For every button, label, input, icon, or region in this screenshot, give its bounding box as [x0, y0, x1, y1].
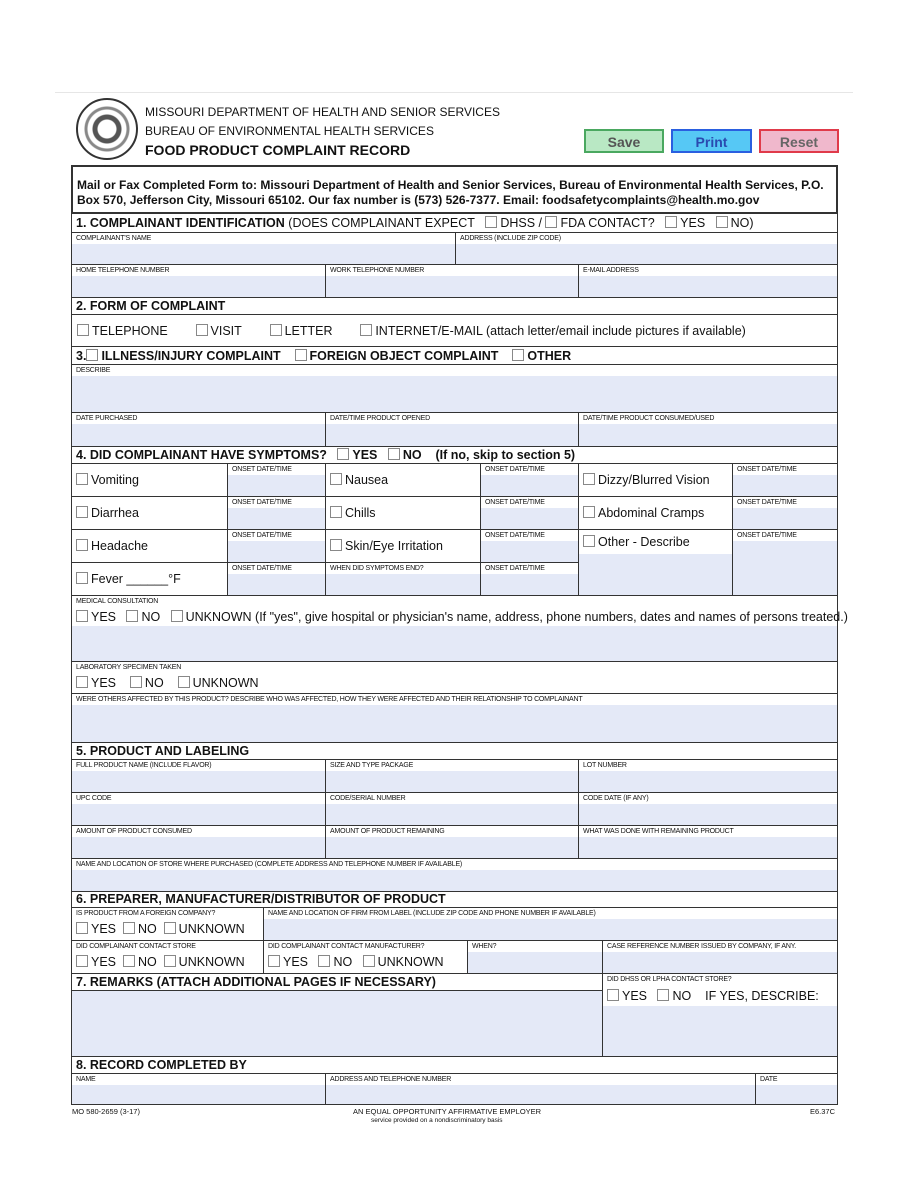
yes-label: YES: [91, 610, 117, 624]
no-label: NO): [730, 216, 754, 230]
section-title: 4. DID COMPLAINANT HAVE SYMPTOMS?: [76, 448, 327, 462]
field-label: WERE OTHERS AFFECTED BY THIS PRODUCT? DESCRIBE WHO WAS AFFECTED, HOW THEY WERE AFFECTED AND THEIR RELATIONSHIP TO COMPLAINANT: [76, 696, 583, 703]
medical-yes-checkbox[interactable]: [76, 610, 88, 622]
illness-checkbox[interactable]: [86, 349, 98, 361]
store-field[interactable]: [71, 858, 838, 892]
letter-checkbox[interactable]: [270, 324, 282, 336]
completed-by-name-field[interactable]: [71, 1073, 326, 1105]
symptom-label: Dizzy/Blurred Vision: [598, 473, 710, 487]
field-label: DID COMPLAINANT CONTACT STORE: [76, 943, 196, 950]
section-6-header: 6. PREPARER, MANUFACTURER/DISTRIBUTOR OF PRODUCT: [71, 891, 838, 908]
field-label: ADDRESS (INCLUDE ZIP CODE): [460, 235, 561, 242]
symptom-label: Fever ______°F: [91, 572, 181, 586]
date-purchased-field[interactable]: [71, 412, 326, 447]
no-label: NO: [141, 610, 161, 624]
no-label: NO: [333, 955, 353, 969]
field-label: DESCRIBE: [76, 367, 111, 374]
field-label: ONSET DATE/TIME: [485, 565, 545, 572]
field-label: DATE PURCHASED: [76, 415, 138, 422]
field-label: ONSET DATE/TIME: [737, 532, 797, 539]
field-label: ONSET DATE/TIME: [232, 565, 292, 572]
field-label: LOT NUMBER: [583, 762, 627, 769]
symptoms-no-checkbox[interactable]: [388, 448, 400, 460]
cramps-checkbox[interactable]: [583, 506, 595, 518]
no-label: NO: [137, 955, 157, 969]
foreign-unknown-checkbox[interactable]: [164, 922, 176, 934]
onset-field[interactable]: [227, 562, 326, 596]
field-label: ONSET DATE/TIME: [232, 466, 292, 473]
field-label: SIZE AND TYPE PACKAGE: [330, 762, 414, 769]
medical-consultation-field[interactable]: [71, 595, 848, 662]
fda-checkbox[interactable]: [545, 216, 557, 228]
symptom-vomiting: [71, 463, 228, 497]
symptom-other[interactable]: [578, 529, 733, 596]
symptom-label: Headache: [91, 539, 148, 553]
symptom-dizzy: [578, 463, 733, 497]
mail-line-1: Mail or Fax Completed Form to: Missouri Department of Health and Senior Services, Bureau of Environmental Health Services, P.O.: [77, 178, 824, 192]
section-title: 1. COMPLAINANT IDENTIFICATION: [76, 216, 285, 230]
foreign-company-field: [71, 907, 264, 941]
other-symptom-checkbox[interactable]: [583, 535, 595, 547]
service-statement: service provided on a nondiscriminatory basis: [371, 1117, 503, 1124]
field-label: ONSET DATE/TIME: [485, 499, 545, 506]
code-date-field[interactable]: [578, 792, 838, 826]
divider: [55, 92, 853, 93]
no-label: NO: [144, 676, 164, 690]
option-label: FOREIGN OBJECT COMPLAINT: [309, 349, 499, 363]
section-2-header: 2. FORM OF COMPLAINT: [71, 297, 838, 315]
option-label: ILLNESS/INJURY COMPLAINT: [101, 349, 281, 363]
section-1-header: [71, 213, 838, 233]
completed-by-address-field[interactable]: [325, 1073, 756, 1105]
field-label: ONSET DATE/TIME: [232, 532, 292, 539]
unknown-label: UNKNOWN: [178, 922, 245, 936]
yes-label: YES: [91, 676, 117, 690]
yes-label: YES: [283, 955, 309, 969]
symptom-label: Vomiting: [91, 473, 139, 487]
field-label: FULL PRODUCT NAME (INCLUDE FLAVOR): [76, 762, 212, 769]
dhss-checkbox[interactable]: [485, 216, 497, 228]
field-label: CODE/SERIAL NUMBER: [330, 795, 406, 802]
section-5-header: 5. PRODUCT AND LABELING: [71, 742, 838, 760]
bureau-name: BUREAU OF ENVIRONMENTAL HEALTH SERVICES: [145, 124, 434, 138]
symptoms-end-field[interactable]: [325, 562, 481, 596]
onset-field[interactable]: [732, 463, 838, 497]
foreign-yes-checkbox[interactable]: [76, 922, 88, 934]
mail-instructions: [71, 165, 838, 213]
dhss-no-checkbox[interactable]: [657, 989, 669, 1001]
home-phone-field[interactable]: [71, 264, 326, 298]
firm-field[interactable]: [263, 907, 838, 941]
section-number: 3.: [76, 349, 87, 363]
dhss-label: DHSS /: [500, 216, 542, 230]
symptom-label: Diarrhea: [91, 506, 139, 520]
mail-line-2: Box 570, Jefferson City, Missouri 65102. Our fax number is (573) 526-7377. Email: foodsafetycomplaints@health.mo.gov: [77, 193, 760, 207]
field-label: DID COMPLAINANT CONTACT MANUFACTURER?: [268, 943, 425, 950]
unknown-label: UNKNOWN: [178, 955, 245, 969]
eoe-statement: AN EQUAL OPPORTUNITY AFFIRMATIVE EMPLOYER: [353, 1107, 542, 1116]
onset-field[interactable]: [480, 529, 579, 563]
contact-store-field: [71, 940, 264, 974]
complainant-name-field[interactable]: [71, 232, 456, 265]
field-label: ONSET DATE/TIME: [737, 466, 797, 473]
symptom-cramps: [578, 496, 733, 530]
field-label: DID DHSS OR LPHA CONTACT STORE?: [607, 976, 732, 983]
symptom-nausea: [325, 463, 481, 497]
completed-date-field[interactable]: [755, 1073, 838, 1105]
describe-field[interactable]: [71, 364, 838, 413]
vomiting-checkbox[interactable]: [76, 473, 88, 485]
yes-label: YES: [680, 216, 706, 230]
diarrhea-checkbox[interactable]: [76, 506, 88, 518]
other-checkbox[interactable]: [512, 349, 524, 361]
symptoms-yes-checkbox[interactable]: [337, 448, 349, 460]
field-label: ONSET DATE/TIME: [485, 466, 545, 473]
work-phone-field[interactable]: [325, 264, 579, 298]
save-button[interactable]: Save: [584, 129, 664, 153]
onset-field[interactable]: [227, 529, 326, 563]
form-code: E6.37C: [810, 1107, 836, 1116]
mfr-no-checkbox[interactable]: [318, 955, 330, 967]
field-label: DATE: [760, 1076, 778, 1083]
store-no-checkbox[interactable]: [123, 955, 135, 967]
field-label: MEDICAL CONSULTATION: [76, 598, 159, 605]
amount-consumed-field[interactable]: [71, 825, 326, 859]
onset-field[interactable]: [480, 562, 579, 596]
store-unknown-checkbox[interactable]: [164, 955, 176, 967]
unknown-label: UNKNOWN: [192, 676, 259, 690]
mfr-yes-checkbox[interactable]: [268, 955, 280, 967]
foreign-no-checkbox[interactable]: [123, 922, 135, 934]
dhss-yes-checkbox[interactable]: [607, 989, 619, 1001]
field-label: LABORATORY SPECIMEN TAKEN: [76, 664, 182, 671]
section-7-header: 7. REMARKS (ATTACH ADDITIONAL PAGES IF NECESSARY): [71, 973, 603, 991]
internet-checkbox[interactable]: [360, 324, 372, 336]
remarks-field[interactable]: [71, 990, 603, 1057]
field-label: DATE/TIME PRODUCT CONSUMED/USED: [583, 415, 715, 422]
field-label: HOME TELEPHONE NUMBER: [76, 267, 170, 274]
symptom-label: Skin/Eye Irritation: [345, 539, 443, 553]
onset-field[interactable]: [480, 463, 579, 497]
option-label: INTERNET/E-MAIL (attach letter/email include pictures if available): [375, 324, 746, 338]
unknown-label: UNKNOWN (If "yes", give hospital or physician's name, address, phone numbers, dates and names of persons treated.): [185, 610, 848, 624]
symptom-skin-eye: [325, 529, 481, 563]
dizzy-checkbox[interactable]: [583, 473, 595, 485]
others-affected-field[interactable]: [71, 693, 838, 743]
field-label: E-MAIL ADDRESS: [583, 267, 639, 274]
symptom-label: Other - Describe: [598, 535, 690, 549]
missouri-seal-logo: [76, 98, 138, 160]
onset-field[interactable]: [227, 463, 326, 497]
reset-button[interactable]: Reset: [759, 129, 839, 153]
field-label: WHEN?: [472, 943, 497, 950]
skin-eye-checkbox[interactable]: [330, 539, 342, 551]
symptom-diarrhea: [71, 496, 228, 530]
field-label: NAME: [76, 1076, 96, 1083]
field-label: COMPLAINANT'S NAME: [76, 235, 152, 242]
symptom-chills: [325, 496, 481, 530]
date-opened-field[interactable]: [325, 412, 579, 447]
section-8-header: 8. RECORD COMPLETED BY: [71, 1056, 838, 1074]
form-number: MO 580-2659 (3-17): [72, 1107, 140, 1116]
option-label: VISIT: [210, 324, 242, 338]
mfr-unknown-checkbox[interactable]: [363, 955, 375, 967]
headache-checkbox[interactable]: [76, 539, 88, 551]
lot-number-field[interactable]: [578, 759, 838, 793]
onset-field[interactable]: [732, 529, 838, 596]
symptom-fever: [71, 562, 228, 596]
dept-name: MISSOURI DEPARTMENT OF HEALTH AND SENIOR SERVICES: [145, 105, 500, 119]
when-field[interactable]: [467, 940, 603, 974]
yes-label: YES: [91, 922, 117, 936]
address-field[interactable]: [455, 232, 838, 265]
medical-unknown-checkbox[interactable]: [171, 610, 183, 622]
yes-label: YES: [622, 989, 648, 1003]
print-button[interactable]: Print: [671, 129, 752, 153]
lab-unknown-checkbox[interactable]: [178, 676, 190, 688]
medical-no-checkbox[interactable]: [126, 610, 138, 622]
section-4-header: [71, 446, 838, 464]
product-name-field[interactable]: [71, 759, 326, 793]
telephone-checkbox[interactable]: [77, 324, 89, 336]
no-checkbox[interactable]: [716, 216, 728, 228]
field-label: ONSET DATE/TIME: [737, 499, 797, 506]
chills-checkbox[interactable]: [330, 506, 342, 518]
visit-checkbox[interactable]: [196, 324, 208, 336]
case-reference-field[interactable]: [602, 940, 838, 974]
field-label: WHEN DID SYMPTOMS END?: [330, 565, 424, 572]
field-label: ONSET DATE/TIME: [485, 532, 545, 539]
field-label: IS PRODUCT FROM A FOREIGN COMPANY?: [76, 910, 216, 917]
describe-label: IF YES, DESCRIBE:: [705, 989, 819, 1003]
upc-field[interactable]: [71, 792, 326, 826]
field-label: UPC CODE: [76, 795, 112, 802]
store-yes-checkbox[interactable]: [76, 955, 88, 967]
yes-label: YES: [352, 448, 378, 462]
no-label: NO: [672, 989, 692, 1003]
contact-question: (DOES COMPLAINANT EXPECT: [288, 216, 475, 230]
form-title: FOOD PRODUCT COMPLAINT RECORD: [145, 142, 411, 158]
lab-specimen-field: [71, 661, 838, 694]
no-label: NO: [402, 448, 422, 462]
symptom-label: Abdominal Cramps: [598, 506, 705, 520]
fever-checkbox[interactable]: [76, 572, 88, 584]
field-label: AMOUNT OF PRODUCT REMAINING: [330, 828, 445, 835]
lab-no-checkbox[interactable]: [130, 676, 142, 688]
email-field[interactable]: [578, 264, 838, 298]
field-label: NAME AND LOCATION OF STORE WHERE PURCHASED (COMPLETE ADDRESS AND TELEPHONE NUMBER IF AVAILABLE): [76, 861, 463, 868]
field-label: ONSET DATE/TIME: [232, 499, 292, 506]
yes-label: YES: [91, 955, 117, 969]
onset-field[interactable]: [732, 496, 838, 530]
nausea-checkbox[interactable]: [330, 473, 342, 485]
package-field[interactable]: [325, 759, 579, 793]
lab-yes-checkbox[interactable]: [76, 676, 88, 688]
field-label: WHAT WAS DONE WITH REMAINING PRODUCT: [583, 828, 734, 835]
section-3-header: [71, 346, 838, 365]
field-label: CODE DATE (IF ANY): [583, 795, 649, 802]
onset-field[interactable]: [480, 496, 579, 530]
symptom-label: Nausea: [345, 473, 389, 487]
symptom-headache: [71, 529, 228, 563]
date-consumed-field[interactable]: [578, 412, 838, 447]
symptom-label: Chills: [345, 506, 376, 520]
option-label: LETTER: [284, 324, 333, 338]
fda-label: FDA CONTACT?: [560, 216, 655, 230]
option-label: OTHER: [527, 349, 572, 363]
field-label: ADDRESS AND TELEPHONE NUMBER: [330, 1076, 452, 1083]
serial-field[interactable]: [325, 792, 579, 826]
foreign-object-checkbox[interactable]: [295, 349, 307, 361]
dhss-contact-store-field[interactable]: [602, 973, 838, 1057]
unknown-label: UNKNOWN: [377, 955, 444, 969]
onset-field[interactable]: [227, 496, 326, 530]
contact-manufacturer-field: [263, 940, 468, 974]
field-label: CASE REFERENCE NUMBER ISSUED BY COMPANY, IF ANY.: [607, 943, 797, 950]
field-label: DATE/TIME PRODUCT OPENED: [330, 415, 430, 422]
no-label: NO: [137, 922, 157, 936]
field-label: NAME AND LOCATION OF FIRM FROM LABEL (INCLUDE ZIP CODE AND PHONE NUMBER IF AVAILABLE): [268, 910, 596, 917]
yes-checkbox[interactable]: [665, 216, 677, 228]
remaining-product-field[interactable]: [578, 825, 838, 859]
amount-remaining-field[interactable]: [325, 825, 579, 859]
field-label: WORK TELEPHONE NUMBER: [330, 267, 425, 274]
skip-note: (If no, skip to section 5): [435, 448, 576, 462]
field-label: AMOUNT OF PRODUCT CONSUMED: [76, 828, 192, 835]
complaint-form-options: [71, 314, 838, 347]
option-label: TELEPHONE: [92, 324, 168, 338]
